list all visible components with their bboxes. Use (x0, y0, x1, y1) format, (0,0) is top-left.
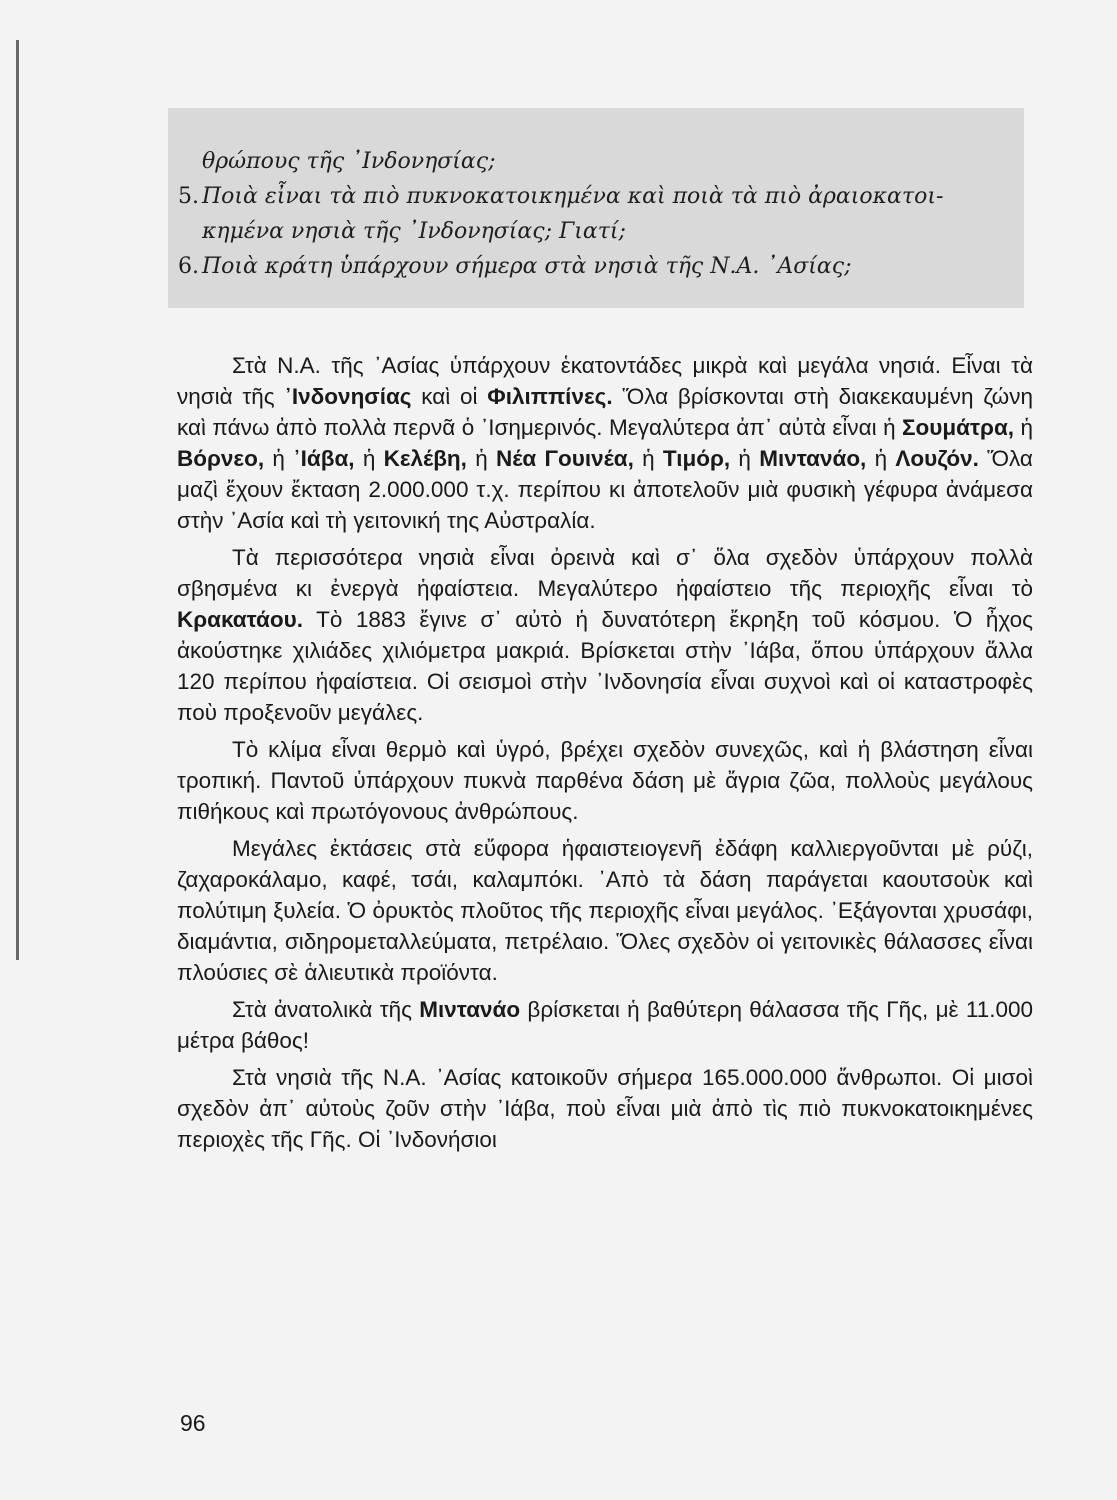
bold-new-guinea: Νέα Γουινέα, (495, 446, 634, 471)
text-run: καὶ οἱ (411, 384, 488, 409)
bold-philippines: Φιλιππίνες. (487, 384, 613, 409)
text-run: Τὸ 1883 ἔγινε σ᾿ αὐτὸ ἡ δυνατότερη ἔκρηξη τοῦ κόσμου. Ὁ ἦχος ἀκούστηκε χιλιάδες χιλιόμετρα μακριά. Βρίσκεται στὴν ᾿Ιάβα, ὅπου ὑπάρχουν ἄλλα 120 περίπου ἡφαίστεια. Οἱ σεισμοὶ στὴν ᾿Ινδονησία εἶναι συχνοὶ καὶ οἱ καταστροφὲς ποὺ προξενοῦν μεγάλες. (177, 607, 1033, 725)
question-6 (178, 249, 1004, 284)
paragraph-islands (177, 350, 1033, 536)
bold-timor: Τιμόρ, (662, 446, 731, 471)
questions-box (168, 108, 1024, 308)
question-5 (178, 179, 1004, 214)
question-6-text: Ποιὰ κράτη ὑπάρχουν σήμερα στὰ νησιὰ τῆς Ν.Α. ᾿Ασίας; (202, 254, 852, 279)
paragraph-population: Στὰ νησιὰ τῆς Ν.Α. ᾿Ασίας κατοικοῦν σήμερα 165.000.000 ἄνθρωποι. Οἱ μισοὶ σχεδὸν ἀπ᾿ αὐτοὺς ζοῦν στὴν ᾿Ιάβα, ποὺ εἶναι μιὰ ἀπὸ τὶς πιὸ πυκνοκατοικημένες περιοχὲς τῆς Γῆς. Οἱ ᾿Ινδονήσιοι (177, 1065, 1033, 1152)
paragraph-climate: Τὸ κλίμα εἶναι θερμὸ καὶ ὑγρό, βρέχει σχεδὸν συνεχῶς, καὶ ἡ βλάστηση εἶναι τροπική. Παντοῦ ὑπάρχουν πυκνὰ παρθένα δάση μὲ ἄγρια ζῶα, πολλοὺς μεγάλους πιθήκους καὶ πρωτόγονους ἀνθρώπους. (177, 737, 1033, 824)
text-run: ἡ (264, 446, 294, 471)
bold-celebes: Κελέβη, (383, 446, 467, 471)
text-run: ἡ (730, 446, 760, 471)
bold-borneo: Βόρνεο, (177, 446, 265, 471)
bold-luzon: Λουζόν. (895, 446, 979, 471)
text-run: Ὅλα μαζὶ ἔχουν ἔκταση 2.000.000 τ.χ. περίπου κι ἀποτελοῦν μιὰ φυσικὴ γέφυρα ἀνάμεσα στὴν ᾿Ασία καὶ τὴ γειτονική της Αὐστραλία. (177, 446, 1033, 533)
text-run: ἡ (1014, 415, 1034, 440)
bold-java: ᾿Ιάβα, (293, 446, 355, 471)
text-run: Στὰ ἀνατολικὰ τῆς (232, 997, 420, 1022)
question-5-text-line1: Ποιὰ εἶναι τὰ πιὸ πυκνοκατοικημένα καὶ ποιὰ τὰ πιὸ ἀραιοκατοι- (202, 184, 944, 209)
bold-mindanao: Μιντανάο (419, 997, 521, 1022)
bold-sumatra: Σουμάτρα, (902, 415, 1015, 440)
text-run: Ὅλα βρίσκονται στὴ διακεκαυμένη ζώνη καὶ πάνω ἀπὸ πολλὰ περνᾶ ὁ ᾿Ισημερινός. Μεγαλύτερα ἀπ᾿ αὐτὰ εἶναι ἡ (177, 384, 1033, 440)
question-5-number: 5. (178, 184, 199, 209)
main-text (177, 350, 1033, 1161)
text-run: Τὰ περισσότερα νησιὰ εἶναι ὀρεινὰ καὶ σ᾿ ὅλα σχεδὸν ὑπάρχουν πολλὰ σβησμένα κι ἐνεργὰ ἡφαίστεια. Μεγαλύτερο ἡφαίστειο τῆς περιοχῆς εἶναι τὸ (177, 545, 1033, 601)
bold-indonesia: ᾿Ινδονησίας (284, 384, 412, 409)
question-6-number: 6. (178, 254, 199, 279)
text-run: ἡ (866, 446, 896, 471)
page-edge-rule (16, 40, 19, 960)
text-run: βρίσκεται ἡ βαθύτερη θάλασσα τῆς Γῆς, μὲ 11.000 μέτρα βάθος! (177, 997, 1033, 1053)
text-run: ἡ (354, 446, 384, 471)
text-run: ἡ (466, 446, 496, 471)
paragraph-economy: Μεγάλες ἐκτάσεις στὰ εὔφορα ἡφαιστειογενῆ ἐδάφη καλλιεργοῦνται μὲ ρύζι, ζαχαροκάλαμο, καφέ, τσάι, καλαμπόκι. ᾿Απὸ τὰ δάση παράγεται καουτσοὺκ καὶ πολύτιμη ξυλεία. Ὁ ὀρυκτὸς πλοῦτος τῆς περιοχῆς εἶναι μεγάλος. ᾿Εξάγονται χρυσάφι, διαμάντια, σιδηρομεταλλεύματα, πετρέλαιο. Ὅλες σχεδὸν οἱ γειτονικὲς θάλασσες εἶναι πλούσιες σὲ ἁλιευτικὰ προϊόντα. (177, 836, 1033, 985)
text-run: Στὰ Ν.Α. τῆς ᾿Ασίας ὑπάρχουν ἑκατοντάδες μικρὰ καὶ μεγάλα νησιά. Εἶναι τὰ νησιὰ τῆς (177, 353, 1033, 409)
question-5-text-line2: κημένα νησιὰ τῆς ᾿Ινδονησίας; Γιατί; (202, 219, 626, 244)
text-run: ἡ (633, 446, 663, 471)
paragraph-volcanoes (177, 542, 1033, 728)
page-number: 96 (180, 1410, 206, 1436)
bold-krakatoa: Κρακατάου. (177, 607, 303, 632)
bold-mindanao: Μιντανάο, (759, 446, 867, 471)
paragraph-deepest-sea (177, 994, 1033, 1056)
question-continuation: θρώπους τῆς ᾿Ινδονησίας; (202, 149, 496, 174)
